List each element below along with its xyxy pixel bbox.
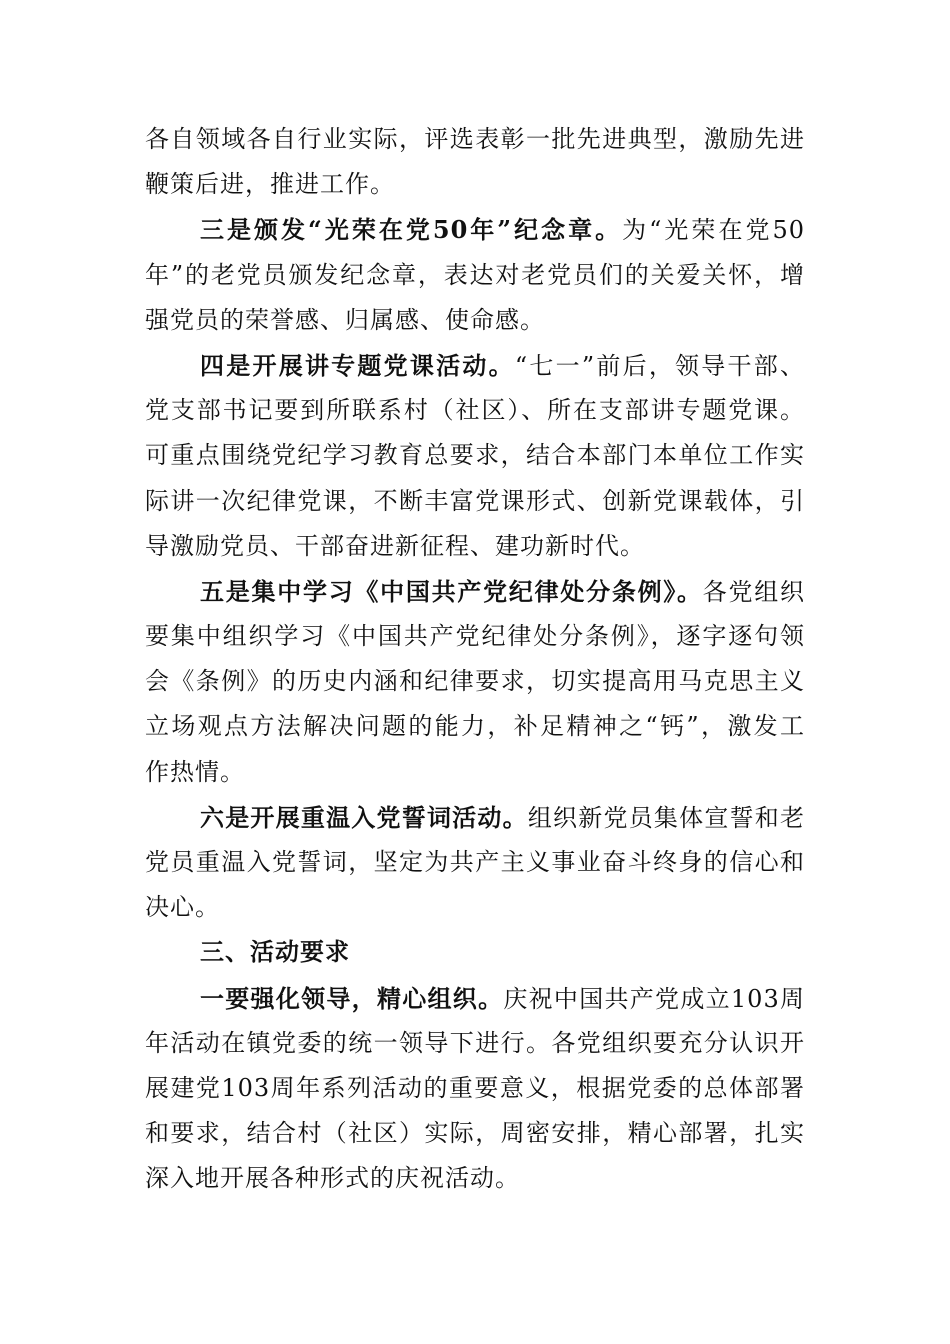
text-line: [145, 750, 805, 795]
line-text: 要集中组织学习《中国共产党纪律处分条例》，逐字逐句领: [145, 622, 805, 651]
line-text: 深入地开展各种形式的庆祝活动。: [145, 1164, 520, 1193]
line-text: 年活动在镇党委的统一领导下进行。各党组织要充分认识开: [145, 1028, 805, 1057]
text-line: [145, 162, 805, 207]
line-text: 党员重温入党誓词，坚定为共产主义事业奋斗终身的信心和: [145, 848, 805, 876]
line-text: 展建党103周年系列活动的重要意义，根据党委的总体部署: [145, 1073, 805, 1102]
line-text: 和要求，结合村（社区）实际，周密安排，精心部署，扎实: [145, 1119, 805, 1148]
text-line: [145, 885, 805, 930]
text-line: [145, 614, 805, 659]
paragraph-lead: 三是颁发“光荣在党50年”纪念章。: [200, 215, 623, 245]
line-text: 强党员的荣誉感、归属感、使命感。: [145, 305, 545, 334]
text-line: [145, 704, 805, 749]
text-line: [145, 253, 805, 298]
text-line: [145, 1156, 805, 1201]
text-line: [145, 795, 805, 840]
line-text: 年”的老党员颁发纪念章，表达对老党员们的关爱关怀，增: [145, 260, 805, 289]
section-heading: 三、活动要求: [200, 938, 350, 967]
line-text: 会《条例》的历史内涵和纪律要求，切实提高用马克思主义: [145, 667, 805, 696]
text-line: [145, 433, 805, 478]
line-text: “七一”前后，领导干部、: [514, 351, 805, 380]
text-line: [145, 343, 805, 388]
document-body: [145, 117, 805, 1202]
text-line: [145, 840, 805, 885]
text-line: [145, 479, 805, 524]
line-text: 各党组织: [702, 577, 805, 606]
text-line: [145, 569, 805, 614]
text-line: [145, 207, 805, 252]
text-line: [145, 1111, 805, 1156]
line-text: 导激励党员、干部奋进新征程、建功新时代。: [145, 531, 645, 560]
line-text: 组织新党员集体宣誓和老: [527, 803, 805, 832]
line-text: 决心。: [145, 893, 220, 922]
text-line: [145, 1021, 805, 1066]
paragraph-lead: 六是开展重温入党誓词活动。: [200, 802, 528, 832]
line-text: 际讲一次纪律党课，不断丰富党课形式、创新党课载体，引: [145, 486, 805, 515]
text-line: [145, 659, 805, 704]
line-text: 庆祝中国共产党成立103周: [503, 984, 805, 1013]
text-line: [145, 1066, 805, 1111]
text-line: [145, 117, 805, 162]
text-line: [145, 298, 805, 343]
paragraph-lead: 四是开展讲专题党课活动。: [200, 350, 515, 380]
line-text: 各自领域各自行业实际，评选表彰一批先进典型，激励先进: [145, 125, 805, 153]
line-text: 为“光荣在党50: [622, 216, 805, 245]
text-line: [145, 388, 805, 433]
line-text: 党支部书记要到所联系村（社区）、所在支部讲专题党课。: [145, 396, 805, 425]
line-text: 鞭策后进，推进工作。: [145, 170, 395, 199]
line-text: 作热情。: [145, 757, 245, 786]
line-text: 可重点围绕党纪学习教育总要求，结合本部门本单位工作实: [145, 441, 805, 470]
paragraph-lead: 一要强化领导，精心组织。: [200, 983, 504, 1013]
text-line: [145, 524, 805, 569]
line-text: 立场观点方法解决问题的能力，补足精神之“钙”，激发工: [145, 712, 805, 741]
paragraph-lead: 五是集中学习《中国共产党纪律处分条例》。: [200, 576, 703, 606]
text-line: [145, 976, 805, 1021]
